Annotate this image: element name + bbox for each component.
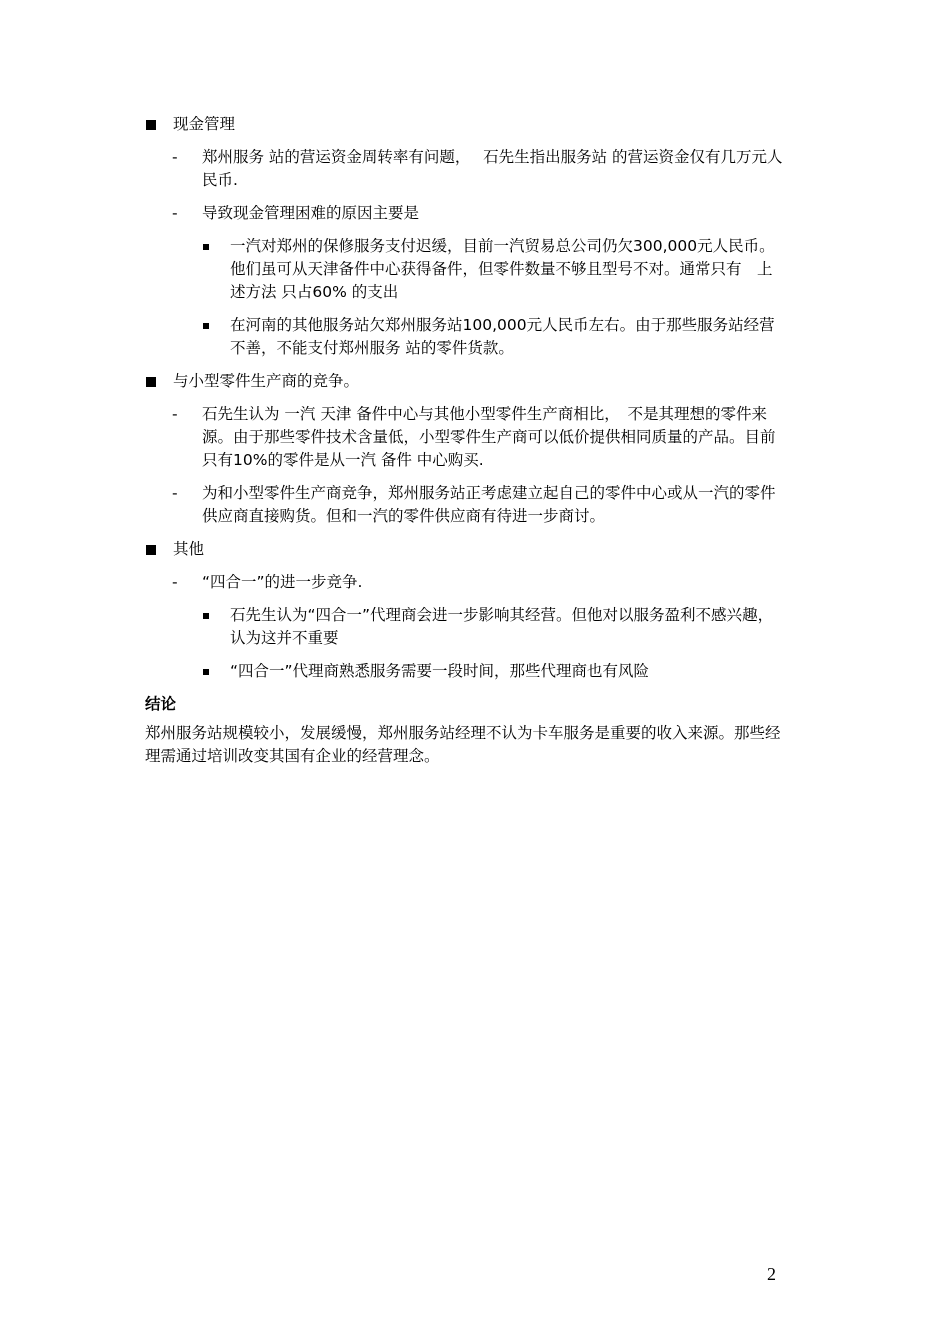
list-item-text: “四合一”的进一步竞争.	[202, 573, 363, 591]
dash-bullet-icon: -	[172, 148, 178, 166]
conclusion-paragraph: 郑州服务站规模较小，发展缓慢，郑州服务站经理不认为卡车服务是重要的收入来源。那些经理需通过培训改变其国有企业的经营理念。	[145, 724, 781, 765]
list-item-text: 郑州服务 站的营运资金周转率有问题， 石先生指出服务站 的营运资金仅有几万元人民币.	[202, 148, 783, 189]
list-item-text: 石先生认为 一汽 天津 备件中心与其他小型零件生产商相比， 不是其理想的零件来源。由于那些零件技术含量低，小型零件生产商可以低价提供相同质量的产品。目前只有10%的零件是从一汽 备件 中心购买.	[202, 405, 776, 469]
sub-list-item-text: 在河南的其他服务站欠郑州服务站100,000元人民币左右。由于那些服务站经营不善，不能支付郑州服务 站的零件货款。	[230, 316, 775, 357]
small-square-bullet-icon	[203, 244, 209, 250]
sub-list-item-text: “四合一”代理商熟悉服务需要一段时间，那些代理商也有风险	[230, 662, 650, 680]
dash-bullet-icon: -	[172, 405, 178, 423]
sub-list-item	[145, 604, 785, 650]
small-square-bullet-icon	[203, 323, 209, 329]
page-number: 2	[767, 1264, 776, 1284]
sub-list-item-text: 一汽对郑州的保修服务支付迟缓，目前一汽贸易总公司仍欠300,000元人民币。他们虽可从天津备件中心获得备件，但零件数量不够且型号不对。通常只有 上述方法 只占60% 的支出	[230, 237, 775, 301]
list-item	[145, 482, 785, 528]
section-title: 与小型零件生产商的竞争。	[173, 372, 360, 390]
list-item	[145, 571, 785, 594]
square-bullet-icon	[146, 120, 156, 130]
list-item	[145, 403, 785, 472]
section-other	[145, 538, 785, 561]
list-item	[145, 202, 785, 225]
sub-list-item	[145, 235, 785, 304]
sub-list-item-text: 石先生认为“四合一”代理商会进一步影响其经营。但他对以服务盈利不感兴趣，认为这并不重要	[230, 606, 774, 647]
section-competition	[145, 370, 785, 393]
small-square-bullet-icon	[203, 669, 209, 675]
sub-list-item	[145, 660, 785, 683]
document-body	[145, 113, 785, 768]
list-item	[145, 146, 785, 192]
dash-bullet-icon: -	[172, 204, 178, 222]
section-title: 其他	[173, 540, 205, 558]
square-bullet-icon	[146, 545, 156, 555]
dash-bullet-icon: -	[172, 484, 178, 502]
conclusion-heading: 结论	[145, 695, 177, 713]
section-cash-management	[145, 113, 785, 136]
dash-bullet-icon: -	[172, 573, 178, 591]
square-bullet-icon	[146, 377, 156, 387]
small-square-bullet-icon	[203, 613, 209, 619]
section-title: 现金管理	[173, 115, 236, 133]
list-item-text: 导致现金管理困难的原因主要是	[202, 204, 420, 222]
sub-list-item	[145, 314, 785, 360]
list-item-text: 为和小型零件生产商竞争，郑州服务站正考虑建立起自己的零件中心或从一汽的零件供应商直接购货。但和一汽的零件供应商有待进一步商讨。	[202, 484, 776, 525]
